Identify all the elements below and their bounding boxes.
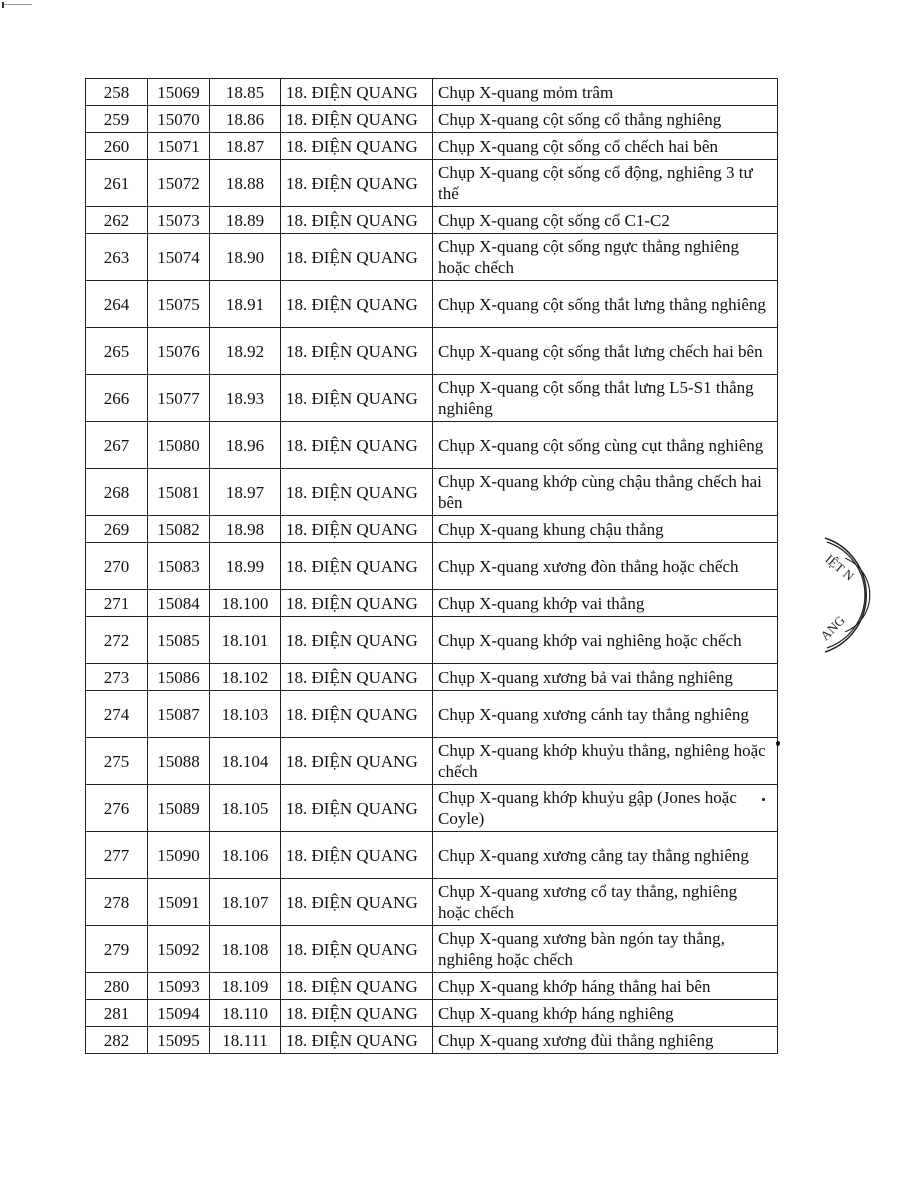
table-row — [86, 328, 778, 375]
row-stt: 258 — [86, 79, 148, 106]
row-stt: 274 — [86, 691, 148, 738]
row-procedure-name: Chụp X-quang khớp háng thẳng hai bên — [433, 973, 778, 1000]
row-stt: 277 — [86, 832, 148, 879]
row-stt: 263 — [86, 234, 148, 281]
row-code: 15085 — [148, 617, 210, 664]
row-code: 15076 — [148, 328, 210, 375]
row-group: 18. ĐIỆN QUANG — [281, 281, 433, 328]
row-procedure-name: Chụp X-quang cột sống cổ C1-C2 — [433, 207, 778, 234]
table-row — [86, 543, 778, 590]
row-stt: 268 — [86, 469, 148, 516]
row-procedure-name: Chụp X-quang khớp cùng chậu thẳng chếch hai bên — [433, 469, 778, 516]
table-row — [86, 234, 778, 281]
row-code: 15077 — [148, 375, 210, 422]
row-section-code: 18.109 — [210, 973, 281, 1000]
row-procedure-name: Chụp X-quang xương bàn ngón tay thẳng, nghiêng hoặc chếch — [433, 926, 778, 973]
row-group: 18. ĐIỆN QUANG — [281, 617, 433, 664]
seal-text-top: IỆT N — [822, 551, 858, 584]
table-row — [86, 1000, 778, 1027]
row-procedure-name: Chụp X-quang cột sống cổ chếch hai bên — [433, 133, 778, 160]
row-group: 18. ĐIỆN QUANG — [281, 738, 433, 785]
scan-speck — [776, 741, 780, 746]
row-section-code: 18.108 — [210, 926, 281, 973]
row-section-code: 18.92 — [210, 328, 281, 375]
row-stt: 272 — [86, 617, 148, 664]
row-stt: 265 — [86, 328, 148, 375]
table-row — [86, 785, 778, 832]
scan-speck — [762, 798, 765, 801]
row-procedure-name: Chụp X-quang xương bả vai thẳng nghiêng — [433, 664, 778, 691]
row-section-code: 18.110 — [210, 1000, 281, 1027]
table-row — [86, 879, 778, 926]
row-procedure-name: Chụp X-quang khớp khuỷu thẳng, nghiêng hoặc chếch — [433, 738, 778, 785]
row-code: 15090 — [148, 832, 210, 879]
row-procedure-name: Chụp X-quang xương đùi thẳng nghiêng — [433, 1027, 778, 1054]
row-section-code: 18.87 — [210, 133, 281, 160]
row-stt: 271 — [86, 590, 148, 617]
row-stt: 261 — [86, 160, 148, 207]
table-row — [86, 832, 778, 879]
row-code: 15088 — [148, 738, 210, 785]
row-stt: 260 — [86, 133, 148, 160]
row-procedure-name: Chụp X-quang cột sống cổ động, nghiêng 3 tư thế — [433, 160, 778, 207]
row-code: 15073 — [148, 207, 210, 234]
row-code: 15082 — [148, 516, 210, 543]
row-code: 15086 — [148, 664, 210, 691]
row-procedure-name: Chụp X-quang mỏm trâm — [433, 79, 778, 106]
row-code: 15070 — [148, 106, 210, 133]
row-code: 15080 — [148, 422, 210, 469]
row-section-code: 18.107 — [210, 879, 281, 926]
row-code: 15091 — [148, 879, 210, 926]
row-section-code: 18.103 — [210, 691, 281, 738]
row-group: 18. ĐIỆN QUANG — [281, 422, 433, 469]
row-code: 15075 — [148, 281, 210, 328]
row-stt: 262 — [86, 207, 148, 234]
table-row — [86, 106, 778, 133]
row-group: 18. ĐIỆN QUANG — [281, 832, 433, 879]
row-code: 15095 — [148, 1027, 210, 1054]
row-group: 18. ĐIỆN QUANG — [281, 926, 433, 973]
row-group: 18. ĐIỆN QUANG — [281, 543, 433, 590]
corner-mark-vertical — [2, 2, 4, 8]
row-stt: 267 — [86, 422, 148, 469]
official-seal-stamp — [808, 530, 898, 660]
table-row — [86, 664, 778, 691]
table-row — [86, 281, 778, 328]
row-stt: 279 — [86, 926, 148, 973]
row-code: 15072 — [148, 160, 210, 207]
table-row — [86, 79, 778, 106]
table-row — [86, 691, 778, 738]
row-procedure-name: Chụp X-quang khớp khuỷu gập (Jones hoặc Coyle) — [433, 785, 778, 832]
row-group: 18. ĐIỆN QUANG — [281, 234, 433, 281]
row-stt: 269 — [86, 516, 148, 543]
row-procedure-name: Chụp X-quang xương đòn thẳng hoặc chếch — [433, 543, 778, 590]
table-row — [86, 422, 778, 469]
row-stt: 278 — [86, 879, 148, 926]
row-code: 15087 — [148, 691, 210, 738]
row-group: 18. ĐIỆN QUANG — [281, 328, 433, 375]
row-procedure-name: Chụp X-quang cột sống cùng cụt thẳng nghiêng — [433, 422, 778, 469]
row-procedure-name: Chụp X-quang cột sống cổ thẳng nghiêng — [433, 106, 778, 133]
row-section-code: 18.98 — [210, 516, 281, 543]
row-code: 15093 — [148, 973, 210, 1000]
table-row — [86, 375, 778, 422]
row-code: 15071 — [148, 133, 210, 160]
table-row — [86, 160, 778, 207]
table-row — [86, 133, 778, 160]
row-section-code: 18.88 — [210, 160, 281, 207]
table-row — [86, 207, 778, 234]
row-section-code: 18.97 — [210, 469, 281, 516]
row-section-code: 18.100 — [210, 590, 281, 617]
row-code: 15081 — [148, 469, 210, 516]
row-group: 18. ĐIỆN QUANG — [281, 973, 433, 1000]
row-group: 18. ĐIỆN QUANG — [281, 691, 433, 738]
row-procedure-name: Chụp X-quang cột sống thắt lưng thẳng nghiêng — [433, 281, 778, 328]
row-group: 18. ĐIỆN QUANG — [281, 1000, 433, 1027]
row-procedure-name: Chụp X-quang khung chậu thẳng — [433, 516, 778, 543]
row-procedure-name: Chụp X-quang khớp vai thẳng — [433, 590, 778, 617]
row-group: 18. ĐIỆN QUANG — [281, 79, 433, 106]
row-stt: 264 — [86, 281, 148, 328]
table-row — [86, 516, 778, 543]
scan-corner-mark — [2, 2, 32, 6]
row-procedure-name: Chụp X-quang xương cổ tay thẳng, nghiêng hoặc chếch — [433, 879, 778, 926]
row-section-code: 18.85 — [210, 79, 281, 106]
row-procedure-name: Chụp X-quang xương cánh tay thẳng nghiêng — [433, 691, 778, 738]
row-section-code: 18.105 — [210, 785, 281, 832]
row-stt: 259 — [86, 106, 148, 133]
row-stt: 282 — [86, 1027, 148, 1054]
row-code: 15069 — [148, 79, 210, 106]
row-code: 15084 — [148, 590, 210, 617]
row-section-code: 18.89 — [210, 207, 281, 234]
row-section-code: 18.90 — [210, 234, 281, 281]
seal-text-bottom: ANG — [817, 612, 848, 644]
procedure-table-body — [86, 79, 778, 1054]
row-group: 18. ĐIỆN QUANG — [281, 207, 433, 234]
row-section-code: 18.101 — [210, 617, 281, 664]
table-row — [86, 926, 778, 973]
row-section-code: 18.104 — [210, 738, 281, 785]
row-code: 15083 — [148, 543, 210, 590]
row-group: 18. ĐIỆN QUANG — [281, 1027, 433, 1054]
row-stt: 276 — [86, 785, 148, 832]
row-group: 18. ĐIỆN QUANG — [281, 590, 433, 617]
row-procedure-name: Chụp X-quang khớp háng nghiêng — [433, 1000, 778, 1027]
row-procedure-name: Chụp X-quang cột sống thắt lưng chếch hai bên — [433, 328, 778, 375]
row-procedure-name: Chụp X-quang xương cẳng tay thẳng nghiêng — [433, 832, 778, 879]
row-code: 15074 — [148, 234, 210, 281]
table-row — [86, 738, 778, 785]
row-code: 15092 — [148, 926, 210, 973]
row-group: 18. ĐIỆN QUANG — [281, 516, 433, 543]
row-stt: 275 — [86, 738, 148, 785]
row-procedure-name: Chụp X-quang cột sống thắt lưng L5-S1 thẳng nghiêng — [433, 375, 778, 422]
row-group: 18. ĐIỆN QUANG — [281, 879, 433, 926]
row-group: 18. ĐIỆN QUANG — [281, 375, 433, 422]
row-section-code: 18.111 — [210, 1027, 281, 1054]
row-group: 18. ĐIỆN QUANG — [281, 133, 433, 160]
procedure-table — [85, 78, 778, 1054]
row-group: 18. ĐIỆN QUANG — [281, 664, 433, 691]
row-group: 18. ĐIỆN QUANG — [281, 469, 433, 516]
row-group: 18. ĐIỆN QUANG — [281, 785, 433, 832]
row-stt: 273 — [86, 664, 148, 691]
table-row — [86, 590, 778, 617]
row-section-code: 18.96 — [210, 422, 281, 469]
row-group: 18. ĐIỆN QUANG — [281, 106, 433, 133]
table-row — [86, 1027, 778, 1054]
row-stt: 266 — [86, 375, 148, 422]
row-section-code: 18.86 — [210, 106, 281, 133]
corner-mark-horizontal — [4, 4, 32, 5]
table-row — [86, 617, 778, 664]
table-row — [86, 469, 778, 516]
row-stt: 270 — [86, 543, 148, 590]
row-code: 15094 — [148, 1000, 210, 1027]
row-section-code: 18.102 — [210, 664, 281, 691]
row-section-code: 18.91 — [210, 281, 281, 328]
table-row — [86, 973, 778, 1000]
row-section-code: 18.99 — [210, 543, 281, 590]
row-code: 15089 — [148, 785, 210, 832]
row-procedure-name: Chụp X-quang cột sống ngực thẳng nghiêng hoặc chếch — [433, 234, 778, 281]
row-group: 18. ĐIỆN QUANG — [281, 160, 433, 207]
row-stt: 280 — [86, 973, 148, 1000]
row-stt: 281 — [86, 1000, 148, 1027]
row-section-code: 18.93 — [210, 375, 281, 422]
row-section-code: 18.106 — [210, 832, 281, 879]
row-procedure-name: Chụp X-quang khớp vai nghiêng hoặc chếch — [433, 617, 778, 664]
